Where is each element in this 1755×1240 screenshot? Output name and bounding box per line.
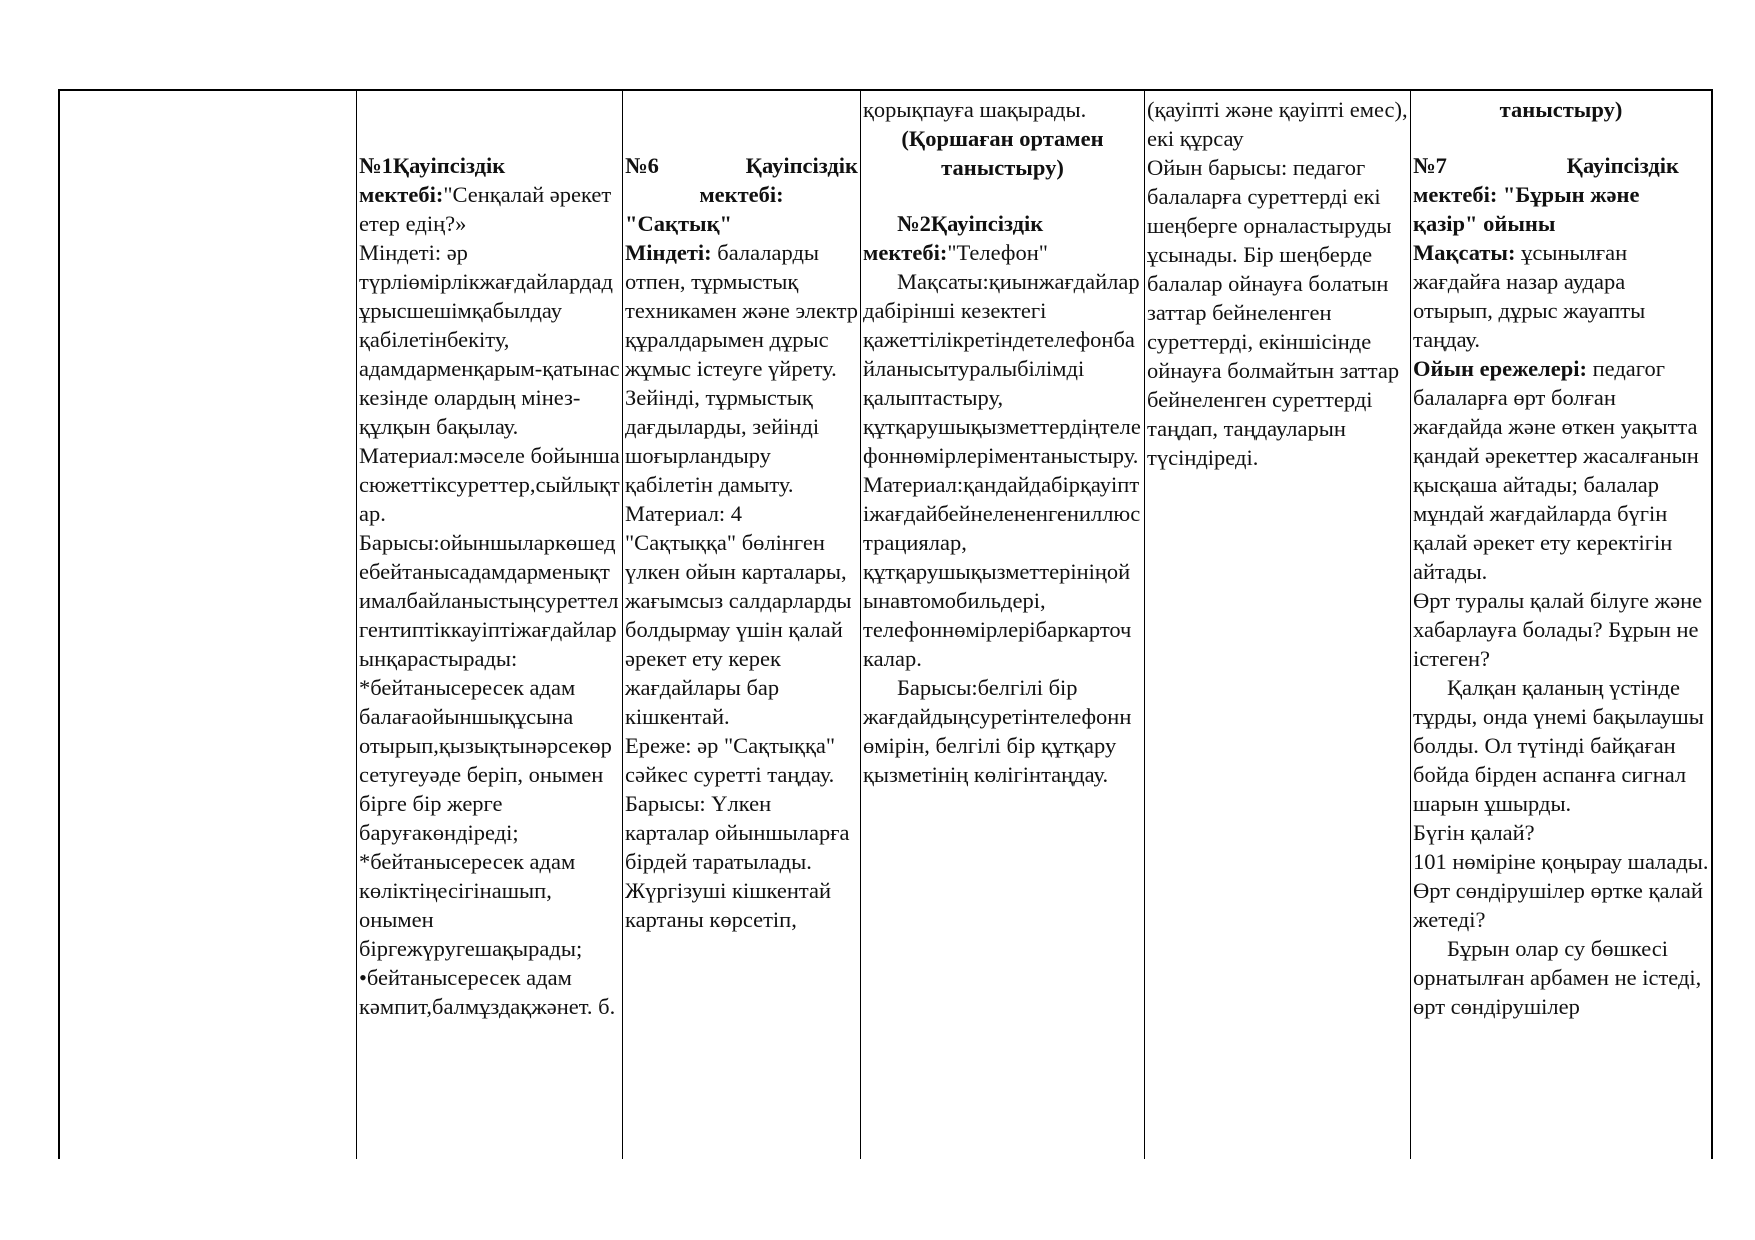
col2-task-text: балаларды отпен, тұрмыстық техникамен және электр құралдарымен дұрыс жұмыс істеуге үйрету. Зейінді, тұрмыстық дағдыларды, зейінді шоғырландыру қабілетін дамыту.: [625, 240, 858, 497]
col1-line: Міндеті: әр түрліөмірлікжағдайлардадұрысшешімқабылдау қабілетінбекіту, адамдарменқарым-қатынас кезінде олардың мінез-құлқын бақылау.: [359, 240, 620, 439]
col2-line: Барысы: Үлкен карталар ойыншыларға бірдей таратылады.: [625, 791, 850, 874]
col5-aim: [1413, 238, 1709, 354]
col5-aim-text: ұсынылған жағдайға назар аудара отырып, дұрыс жауапты таңдау.: [1413, 240, 1646, 352]
col3-aim: Мақсаты:қиынжағдайлардабірінші кезектегі қажеттілікретіндетелефонбайланысытуралыбілімді қалыптастыру, құтқарушықызметтердіңтелефоннөмірлеріментаныстыру.Материал:қандайдабірқауіптіжағдайбейнелененгениллюстрациялар, құтқарушықызметтерініңойынавтомобильдері, телефоннөмірлерібаркарточкалар.: [863, 269, 1141, 671]
col2-line: Материал: 4 "Сақтыққа" бөлінген үлкен ойын карталары, жағымсыз салдарларды болдырмау үшін қалай әрекет ету керек жағдайлары бар кішкентай.: [625, 501, 852, 729]
lesson-plan-table: [58, 89, 1713, 1159]
col1-line: Материал:мәселе бойынша сюжеттіксуреттер,сыйлықтар.: [359, 443, 620, 526]
col1-line: *бейтанысересек адам балағаойыншықұсына отырып,қызықтынәрсекөрсетугеуәде беріп, онымен бірге бір жерге баруғакөндіреді;: [359, 675, 612, 845]
col2-title-left: №6: [625, 153, 659, 178]
col5-title-rest: мектебі: "Бұрын және қазір" ойыны: [1413, 182, 1640, 236]
spacer: [863, 182, 1142, 209]
col2-title-line3: "Сақтық": [625, 211, 733, 236]
col5-rules: [1413, 354, 1709, 586]
col1-title: [359, 151, 620, 238]
col3-title-bold: №2Қауіпсіздік мектебі:: [863, 211, 1044, 265]
col1-line: Барысы:ойыншыларкөшедебейтанысадамдарменықтималбайланыстыңсуреттелгентиптіккауіптіжағдайларынқарастырады:: [359, 530, 619, 671]
col5-answer: Бұрын олар су бөшкесі орнатылған арбамен не істеді, өрт сөндірушілер: [1413, 936, 1702, 1019]
spacer: [1413, 124, 1709, 151]
col4-text2: Ойын барысы: педагог балаларға суреттерді екі шеңберге орналастыруды ұсынады. Бір шеңберде балалар ойнауға болатын заттар бейнеленген суреттерді, екіншісінде ойнауға болмайтын заттар бейнеленген суреттерді таңдап, таңдауларын түсіндіреді.: [1147, 155, 1400, 470]
col2-line: Жүргізуші кішкентай картаны көрсетіп,: [625, 878, 832, 932]
col1-title-bold: №1Қауіпсіздік мектебі:: [359, 153, 506, 207]
col3-title: [863, 209, 1142, 267]
col5-aim-label: Мақсаты:: [1413, 240, 1516, 265]
col5-title-row: [1413, 151, 1709, 180]
col4-text1: (қауіпті және қауіпті емес), екі құрсау: [1147, 97, 1408, 151]
col2-task: [625, 238, 858, 499]
col5-question: Өрт сөндірушілер өртке қалай жетеді?: [1413, 878, 1703, 932]
col5-question: Бүгін қалай?: [1413, 820, 1535, 845]
col2-title-right: Қауіпсіздік: [745, 153, 858, 178]
col1-line: *бейтанысересек адам көліктіңесігінашып, онымен біргежүругешақырады;: [359, 849, 583, 961]
col5-question: Өрт туралы қалай білуге және хабарлауға болады? Бұрын не істеген?: [1413, 588, 1703, 671]
column-safety-school-1: [356, 91, 622, 1159]
col5-rules-label: Ойын ережелері:: [1413, 356, 1587, 381]
col3-progress: Барысы:белгілі бір жағдайдыңсуретінтелефоннөмірін, белгілі бір құтқару қызметінің көлігінтаңдау.: [863, 675, 1132, 787]
col5-answer: Қалқан қаланың үстінде тұрды, онда үнемі бақылаушы болды. Ол түтінді байқаған бойда бірден аспанға сигнал шарын ұшырды.: [1413, 675, 1704, 816]
col2-line: Ереже: әр "Сақтыққа" сәйкес суретті таңдау.: [625, 733, 836, 787]
col1-title-rest: "Сенқалай әрекет етер едің?»: [359, 182, 612, 236]
col5-rules-text: педагог балаларға өрт болған жағдайда және өткен уақытта қандай әрекеттер жасалғанын қысқаша айтады; балалар мұндай жағдайларда бүгін қалай әрекет ету керектігін айтады.: [1413, 356, 1699, 584]
col3-env-heading: (Қоршаған ортамен таныстыру): [901, 126, 1104, 180]
column-game-description: [1144, 91, 1410, 1159]
column-safety-school-7: [1410, 91, 1711, 1159]
column-safety-school-2: [860, 91, 1144, 1159]
empty-column: [60, 91, 356, 1159]
col5-answer: 101 нөміріне қоңырау шалады.: [1413, 849, 1709, 874]
col2-title-line2: мектебі:: [699, 182, 784, 207]
col2-title-row: [625, 151, 858, 180]
col3-line1: қорықпауға шақырады.: [863, 97, 1087, 122]
col2-task-label: Міндеті:: [625, 240, 712, 265]
col5-title-left: №7: [1413, 153, 1447, 178]
col5-heading: таныстыру): [1499, 97, 1623, 122]
column-safety-school-6: [622, 91, 860, 1159]
col1-line: •бейтанысересек адам кәмпит,балмұздақжәнет. б.: [359, 965, 616, 1019]
col3-title-rest: "Телефон": [947, 240, 1048, 265]
col5-title-right: Қауіпсіздік: [1566, 153, 1679, 178]
